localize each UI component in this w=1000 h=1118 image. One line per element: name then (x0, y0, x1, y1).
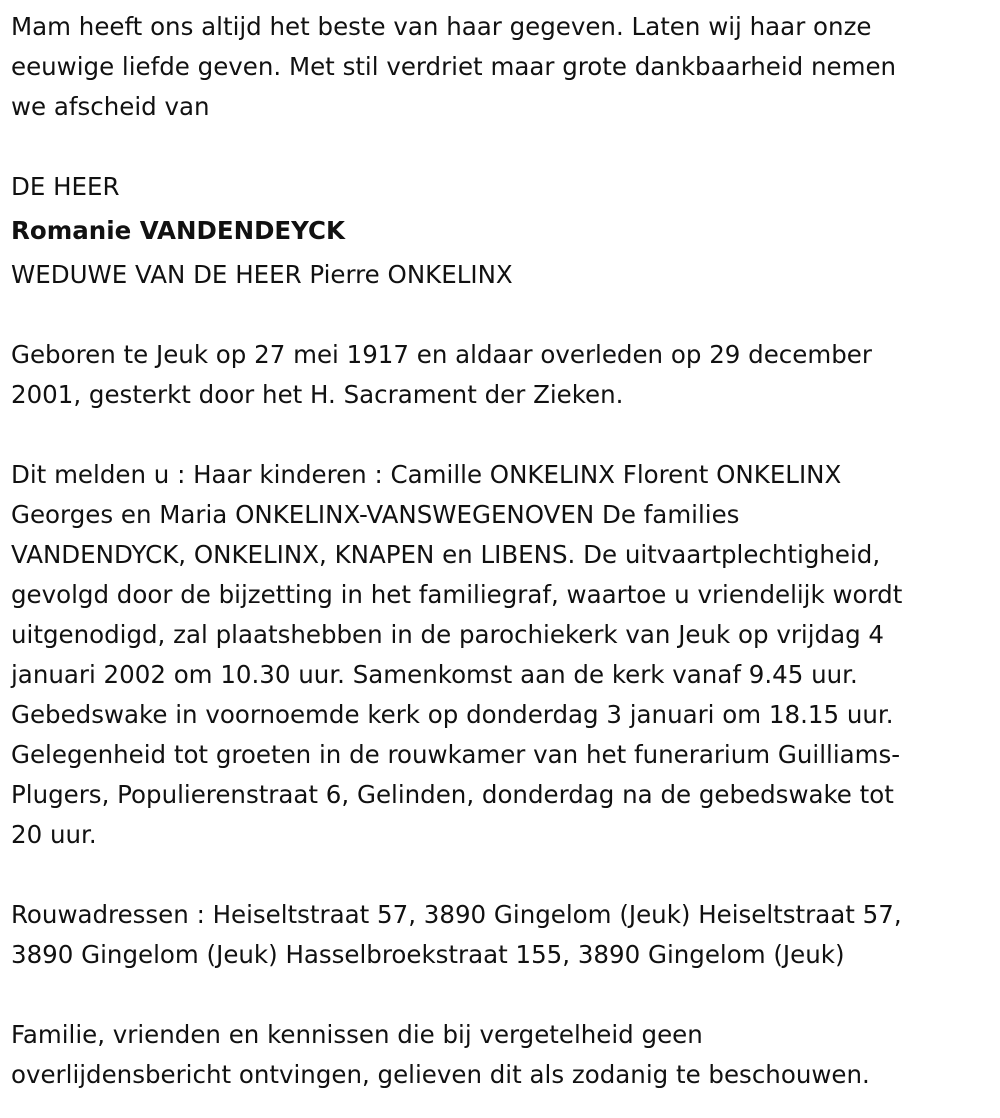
deceased-name: Romanie VANDENDEYCK (11, 216, 345, 245)
birth-death-paragraph (11, 335, 996, 415)
text-line: 2001, gesterkt door het H. Sacrament der Zieken. (11, 380, 624, 409)
text-line: Mam heeft ons altijd het beste van haar gegeven. Laten wij haar onze (11, 12, 872, 41)
text-line: overlijdensbericht ontvingen, gelieven dit als zodanig te beschouwen. (11, 1060, 870, 1089)
text-line: Familie, vrienden en kennissen die bij vergetelheid geen (11, 1020, 703, 1049)
text-line: Gebedswake in voornoemde kerk op donderdag 3 januari om 18.15 uur. (11, 700, 894, 729)
announcement-paragraph (11, 455, 996, 855)
text-line: eeuwige liefde geven. Met stil verdriet maar grote dankbaarheid nemen (11, 52, 897, 81)
text-line: we afscheid van (11, 92, 210, 121)
closing-paragraph (11, 1015, 996, 1095)
spacer (11, 975, 996, 1015)
text-line: 3890 Gingelom (Jeuk) Hasselbroekstraat 155, 3890 Gingelom (Jeuk) (11, 940, 845, 969)
title-prefix: DE HEER (11, 172, 120, 201)
text-line: VANDENDYCK, ONKELINX, KNAPEN en LIBENS. De uitvaartplechtigheid, (11, 540, 881, 569)
obituary-document (11, 7, 996, 1095)
text-line: 20 uur. (11, 820, 97, 849)
deceased-block (11, 167, 996, 295)
spacer (11, 855, 996, 895)
text-line: uitgenodigd, zal plaatshebben in de parochiekerk van Jeuk op vrijdag 4 (11, 620, 885, 649)
text-line: Rouwadressen : Heiseltstraat 57, 3890 Gingelom (Jeuk) Heiseltstraat 57, (11, 900, 902, 929)
spouse-line: WEDUWE VAN DE HEER Pierre ONKELINX (11, 260, 513, 289)
text-line: Plugers, Populierenstraat 6, Gelinden, donderdag na de gebedswake tot (11, 780, 894, 809)
text-line: Geboren te Jeuk op 27 mei 1917 en aldaar overleden op 29 december (11, 340, 872, 369)
intro-paragraph (11, 7, 996, 127)
text-line: Dit melden u : Haar kinderen : Camille ONKELINX Florent ONKELINX (11, 460, 842, 489)
spacer (11, 415, 996, 455)
spacer (11, 295, 996, 335)
text-line: januari 2002 om 10.30 uur. Samenkomst aan de kerk vanaf 9.45 uur. (11, 660, 858, 689)
text-line: gevolgd door de bijzetting in het familiegraf, waartoe u vriendelijk wordt (11, 580, 903, 609)
addresses-paragraph (11, 895, 996, 975)
text-line: Georges en Maria ONKELINX-VANSWEGENOVEN De families (11, 500, 740, 529)
text-line: Gelegenheid tot groeten in de rouwkamer van het funerarium Guilliams- (11, 740, 901, 769)
spacer (11, 127, 996, 167)
